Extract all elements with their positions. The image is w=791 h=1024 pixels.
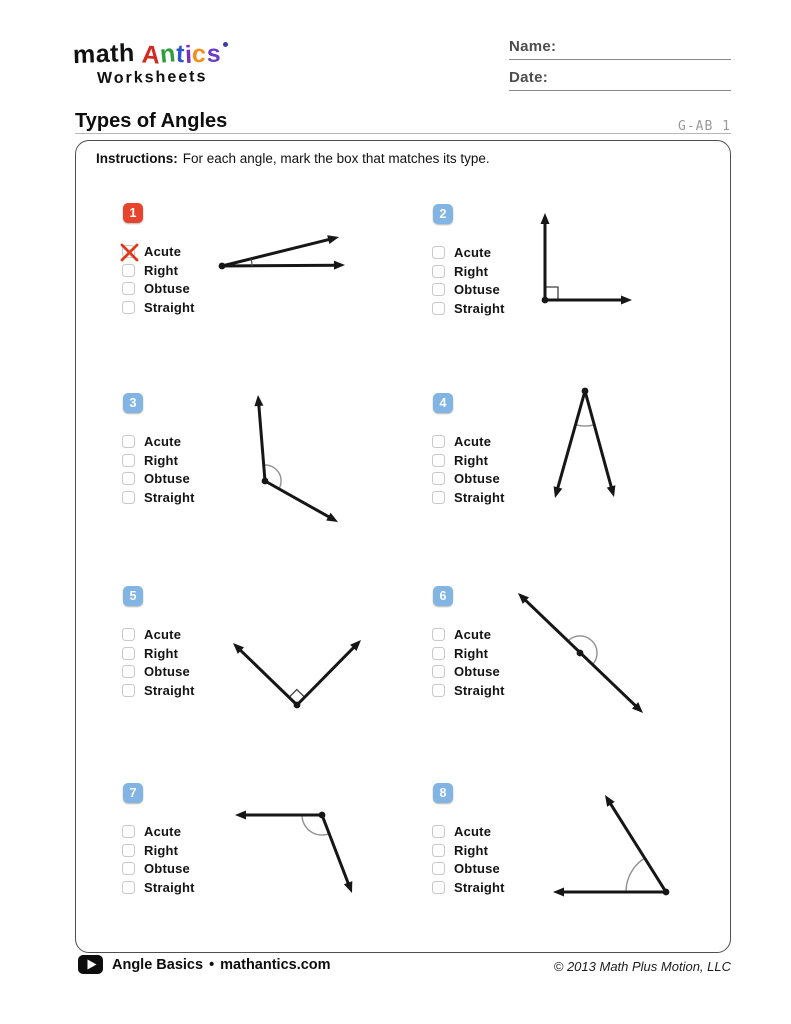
checkbox-straight[interactable]	[432, 684, 445, 697]
checkbox-right[interactable]	[122, 647, 135, 660]
vertex-dot	[663, 889, 670, 896]
date-field[interactable]	[509, 69, 731, 91]
checkbox-right[interactable]	[432, 647, 445, 660]
option-obtuse[interactable]	[432, 663, 505, 682]
doc-code: G-AB 1	[678, 119, 731, 134]
option-right[interactable]	[432, 841, 505, 860]
checkbox-obtuse[interactable]	[122, 862, 135, 875]
checkbox-straight[interactable]	[432, 491, 445, 504]
option-label: Acute	[144, 433, 182, 449]
option-label: Obtuse	[454, 664, 500, 680]
checkbox-acute[interactable]	[122, 435, 135, 448]
angle-diagram-3-obtuse	[238, 385, 353, 530]
option-right[interactable]	[122, 451, 195, 470]
option-label: Right	[454, 452, 489, 468]
checkbox-acute[interactable]	[122, 825, 135, 838]
option-label: Straight	[454, 301, 505, 317]
options-problem-3	[122, 432, 195, 507]
options-problem-7	[122, 822, 195, 897]
option-label: Acute	[454, 244, 492, 260]
logo-letter: n	[158, 39, 178, 69]
ray	[557, 391, 585, 492]
option-straight[interactable]	[122, 488, 195, 507]
checkbox-right[interactable]	[122, 264, 135, 277]
checkbox-right[interactable]	[122, 454, 135, 467]
options-problem-2	[432, 243, 505, 318]
checkbox-obtuse[interactable]	[432, 283, 445, 296]
ray	[237, 647, 297, 705]
name-label: Name:	[509, 38, 557, 55]
arrowhead-icon	[327, 235, 339, 244]
option-label: Obtuse	[144, 664, 190, 680]
option-straight[interactable]	[432, 878, 505, 897]
option-obtuse[interactable]	[432, 860, 505, 879]
options-problem-5	[122, 625, 195, 700]
angle-arc	[568, 636, 597, 665]
ray	[297, 644, 357, 705]
option-acute[interactable]	[432, 625, 505, 644]
ray	[222, 265, 338, 266]
option-label: Right	[144, 645, 179, 661]
problem-number-badge: 8	[433, 783, 453, 803]
angle-diagram-5-right	[225, 600, 375, 715]
instructions	[96, 151, 490, 166]
option-acute[interactable]	[122, 822, 195, 841]
copyright: © 2013 Math Plus Motion, LLC	[553, 959, 731, 974]
option-label: Acute	[454, 433, 492, 449]
problem-number-badge: 6	[433, 586, 453, 606]
footer-video-title: Angle Basics	[112, 956, 204, 973]
checkbox-acute[interactable]	[432, 435, 445, 448]
problem-number-badge: 1	[123, 203, 143, 223]
checkbox-obtuse[interactable]	[432, 862, 445, 875]
option-obtuse[interactable]	[122, 280, 195, 299]
angle-diagram-6-straight	[505, 585, 655, 725]
vertex-dot	[542, 297, 549, 304]
option-acute[interactable]	[432, 432, 505, 451]
option-acute[interactable]	[432, 822, 505, 841]
vertex-dot	[319, 812, 326, 819]
option-right[interactable]	[432, 451, 505, 470]
checkbox-straight[interactable]	[122, 881, 135, 894]
option-right[interactable]	[122, 261, 195, 280]
option-label: Obtuse	[144, 861, 190, 877]
problem-8	[433, 783, 553, 896]
title-divider	[75, 133, 731, 134]
logo-wordmark	[73, 40, 228, 69]
option-label: Right	[454, 263, 489, 279]
option-label: Obtuse	[144, 281, 190, 297]
option-label: Acute	[454, 626, 492, 642]
name-field[interactable]	[509, 38, 731, 60]
vertex-dot	[582, 388, 589, 395]
checkbox-acute[interactable]	[122, 245, 135, 258]
checkbox-acute[interactable]	[122, 628, 135, 641]
problem-number-badge: 3	[123, 393, 143, 413]
options-problem-4	[432, 432, 505, 507]
option-label: Acute	[454, 823, 492, 839]
vertex-dot	[294, 702, 301, 709]
trademark-dot-icon	[223, 42, 228, 47]
angle-diagram-2-right	[532, 203, 642, 308]
footer-separator: •	[209, 956, 215, 973]
option-label: Right	[144, 262, 179, 278]
checkbox-acute[interactable]	[432, 628, 445, 641]
checkbox-straight[interactable]	[122, 491, 135, 504]
option-label: Obtuse	[454, 282, 500, 298]
problem-number-badge: 4	[433, 393, 453, 413]
angle-diagram-4-acute	[540, 383, 630, 508]
angle-arc	[576, 425, 595, 426]
problem-7	[123, 783, 243, 896]
option-straight[interactable]	[432, 299, 505, 318]
footer-video-link[interactable]	[78, 955, 331, 974]
checkbox-obtuse[interactable]	[432, 665, 445, 678]
option-acute[interactable]	[432, 243, 505, 262]
page-title: Types of Angles	[75, 110, 228, 132]
option-label: Obtuse	[454, 861, 500, 877]
checkbox-obtuse[interactable]	[122, 282, 135, 295]
option-obtuse[interactable]	[122, 663, 195, 682]
arrowhead-icon	[554, 486, 563, 498]
logo-letter: s	[206, 40, 222, 68]
checkbox-right[interactable]	[432, 844, 445, 857]
angle-diagram-8-acute	[548, 785, 683, 900]
arrowhead-icon	[334, 261, 345, 270]
ray	[322, 815, 350, 887]
option-straight[interactable]	[432, 488, 505, 507]
option-label: Right	[454, 842, 489, 858]
option-straight[interactable]	[432, 681, 505, 700]
option-obtuse[interactable]	[432, 281, 505, 300]
option-acute[interactable]	[122, 242, 195, 261]
option-label: Right	[144, 452, 179, 468]
vertex-dot	[219, 263, 226, 270]
checkbox-right[interactable]	[122, 844, 135, 857]
instructions-label: Instructions:	[96, 151, 178, 166]
option-straight[interactable]	[122, 878, 195, 897]
option-straight[interactable]	[122, 298, 195, 317]
ray	[585, 391, 612, 491]
vertex-dot	[577, 650, 584, 657]
checkbox-acute[interactable]	[432, 246, 445, 259]
option-label: Straight	[144, 880, 195, 896]
problem-4	[433, 393, 553, 506]
arrowhead-icon	[621, 296, 632, 305]
logo-letter: i	[184, 40, 194, 70]
checkbox-obtuse[interactable]	[122, 472, 135, 485]
option-label: Straight	[144, 300, 195, 316]
ray	[608, 800, 666, 892]
ray	[265, 481, 333, 519]
arrowhead-icon	[553, 888, 564, 897]
options-problem-6	[432, 625, 505, 700]
option-label: Straight	[454, 683, 505, 699]
arrowhead-icon	[235, 811, 246, 820]
instructions-text: For each angle, mark the box that matches its type.	[182, 151, 490, 166]
option-straight[interactable]	[122, 681, 195, 700]
angle-arc	[626, 858, 645, 892]
logo-letter: t	[175, 39, 186, 69]
angle-diagram-1-acute	[207, 225, 357, 285]
checkbox-obtuse[interactable]	[432, 472, 445, 485]
right-angle-marker	[289, 690, 305, 698]
option-acute[interactable]	[122, 432, 195, 451]
option-label: Right	[144, 842, 179, 858]
option-label: Straight	[144, 490, 195, 506]
header-fields	[509, 38, 731, 100]
checkbox-right[interactable]	[432, 265, 445, 278]
problem-number-badge: 2	[433, 204, 453, 224]
option-label: Straight	[454, 880, 505, 896]
checkbox-straight[interactable]	[432, 302, 445, 315]
angle-diagram-7-obtuse	[225, 805, 365, 905]
option-right[interactable]	[432, 262, 505, 281]
x-mark-icon	[120, 243, 139, 262]
logo-subtitle: Worksheets	[96, 68, 208, 88]
arrowhead-icon	[607, 485, 616, 497]
options-problem-8	[432, 822, 505, 897]
problem-number-badge: 5	[123, 586, 143, 606]
option-acute[interactable]	[122, 625, 195, 644]
arrowhead-icon	[541, 213, 550, 224]
option-right[interactable]	[432, 644, 505, 663]
option-obtuse[interactable]	[432, 470, 505, 489]
logo-letter: c	[191, 39, 209, 69]
problem-number-badge: 7	[123, 783, 143, 803]
math-antics-logo	[73, 40, 228, 87]
ray	[222, 238, 333, 266]
option-label: Obtuse	[144, 471, 190, 487]
footer-title	[112, 957, 331, 973]
checkbox-acute[interactable]	[432, 825, 445, 838]
vertex-dot	[262, 478, 269, 485]
logo-word-math: math	[72, 38, 136, 70]
option-label: Straight	[144, 683, 195, 699]
arrowhead-icon	[344, 881, 352, 893]
checkbox-straight[interactable]	[432, 881, 445, 894]
play-icon	[78, 955, 103, 974]
option-label: Straight	[454, 490, 505, 506]
problem-3	[123, 393, 243, 506]
option-obtuse[interactable]	[122, 860, 195, 879]
date-label: Date:	[509, 69, 549, 86]
option-label: Obtuse	[454, 471, 500, 487]
footer-site: mathantics.com	[220, 956, 331, 973]
arrowhead-icon	[605, 795, 615, 807]
option-label: Acute	[144, 823, 182, 839]
options-problem-1	[122, 242, 195, 317]
checkbox-obtuse[interactable]	[122, 665, 135, 678]
checkbox-straight[interactable]	[122, 301, 135, 314]
option-label: Acute	[144, 626, 182, 642]
option-label: Right	[454, 645, 489, 661]
option-right[interactable]	[122, 644, 195, 663]
problem-1	[123, 203, 243, 316]
arrowhead-icon	[254, 395, 263, 406]
checkbox-right[interactable]	[432, 454, 445, 467]
checkbox-straight[interactable]	[122, 684, 135, 697]
option-obtuse[interactable]	[122, 470, 195, 489]
option-right[interactable]	[122, 841, 195, 860]
logo-letter: A	[140, 40, 162, 70]
ray	[259, 401, 266, 481]
option-label: Acute	[144, 243, 182, 259]
